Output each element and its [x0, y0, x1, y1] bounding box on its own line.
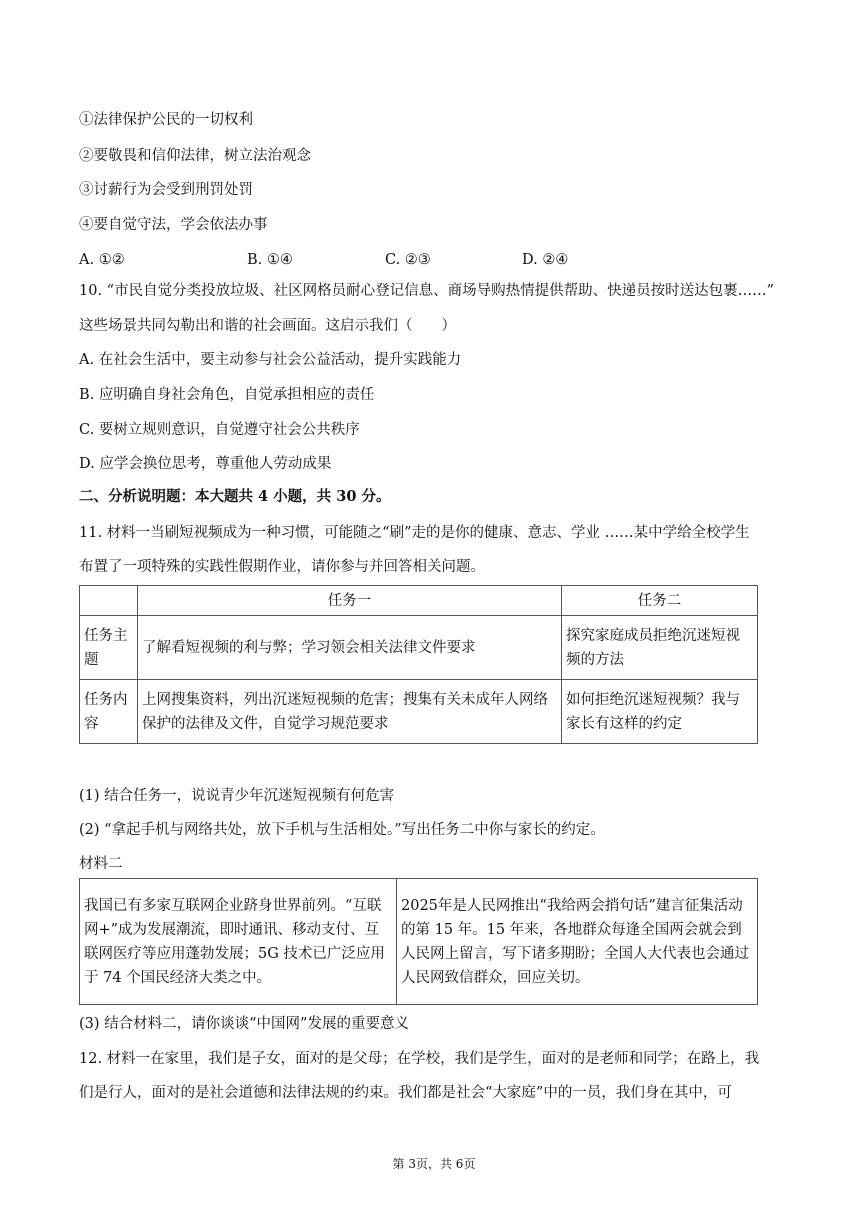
q11-material1-line1: 11. 材料一当刷短视频成为一种习惯，可能随之“刷”走的是你的健康、意志、学业 ……某中学给全校学生 — [79, 525, 750, 541]
q11-sub3: (3) 结合材料二，请你谈谈“中国网”发展的重要意义 — [79, 1016, 409, 1032]
q12-line1: 12. 材料一在家里，我们是子女，面对的是父母；在学校，我们是学生，面对的是老师和同学；在路上，我 — [79, 1051, 760, 1067]
q11-sub2: (2) “拿起手机与网络共处，放下手机与生活相处。”写出任务二中你与家长的约定。 — [79, 822, 605, 838]
q10-option-b[interactable]: B. 应明确自身社会角色，自觉承担相应的责任 — [79, 387, 375, 403]
q9-item-1: ①法律保护公民的一切权利 — [79, 112, 253, 128]
q11-material1-line2: 布置了一项特殊的实践性假期作业，请你参与并回答相关问题。 — [79, 559, 485, 575]
q9-option-d[interactable]: D. ②④ — [522, 252, 569, 268]
task-table-cell: 探究家庭成员拒绝沉迷短视频的方法 — [562, 616, 758, 680]
q9-options — [79, 250, 779, 270]
task-table-row-label: 任务主题 — [80, 616, 138, 680]
q9-item-3: ③讨薪行为会受到刑罚处罚 — [79, 182, 253, 198]
task-table-cell: 上网搜集资料，列出沉迷短视频的危害；搜集有关未成年人网络保护的法律及文件，自觉学习规范要求 — [138, 680, 562, 744]
material2-cell-right: 2025年是人民网推出“我给两会捎句话”建言征集活动的第 15 年。15 年来，各地群众每逢全国两会就会到人民网上留言，写下诸多期盼；全国人大代表也会通过人民网致信群众，回应关切。 — [397, 879, 758, 1005]
task-table-cell: 了解看短视频的利与弊；学习领会相关法律文件要求 — [138, 616, 562, 680]
task-table-row — [80, 616, 758, 680]
task-table-header-row — [80, 586, 758, 616]
task-table-row-label: 任务内容 — [80, 680, 138, 744]
material2-cell-left: 我国已有多家互联网企业跻身世界前列。“互联网+”成为发展潮流，即时通讯、移动支付、互联网医疗等应用蓬勃发展；5G 技术已广泛应用于 74 个国民经济大类之中。 — [80, 879, 397, 1005]
material2-row — [80, 879, 758, 1005]
q11-sub1: (1) 结合任务一，说说青少年沉迷短视频有何危害 — [79, 788, 395, 804]
q10-option-c[interactable]: C. 要树立规则意识，自觉遵守社会公共秩序 — [79, 422, 360, 438]
q10-stem-line1: 10. “市民自觉分类投放垃圾、社区网格员耐心登记信息、商场导购热情提供帮助、快递员按时送达包裹……” — [79, 283, 774, 299]
q10-option-a[interactable]: A. 在社会生活中，要主动参与社会公益活动，提升实践能力 — [79, 352, 462, 368]
q9-option-b[interactable]: B. ①④ — [247, 252, 293, 268]
q12-line2: 们是行人，面对的是社会道德和法律法规的约束。我们都是社会“大家庭”中的一员，我们身在其中，可 — [79, 1085, 732, 1101]
task-table-corner — [80, 586, 138, 616]
q9-option-c[interactable]: C. ②③ — [385, 252, 431, 268]
q9-option-a[interactable]: A. ①② — [79, 252, 125, 268]
q10-stem-line2: 这些场景共同勾勒出和谐的社会画面。这启示我们（ ） — [79, 318, 456, 334]
section-heading: 二、分析说明题：本大题共 4 小题，共 30 分。 — [79, 488, 391, 505]
task-table-header-task1: 任务一 — [138, 586, 562, 616]
task-table-cell: 如何拒绝沉迷短视频？我与家长有这样的约定 — [562, 680, 758, 744]
task-table-row — [80, 680, 758, 744]
page-footer: 第 3页，共 6页 — [392, 1157, 476, 1171]
q10-option-d[interactable]: D. 应学会换位思考，尊重他人劳动成果 — [79, 456, 332, 472]
material2-table — [79, 878, 758, 1005]
q9-item-4: ④要自觉守法，学会依法办事 — [79, 217, 268, 233]
task-table-header-task2: 任务二 — [562, 586, 758, 616]
q9-item-2: ②要敬畏和信仰法律，树立法治观念 — [79, 148, 311, 164]
material2-label: 材料二 — [79, 856, 123, 872]
task-table — [79, 585, 758, 744]
